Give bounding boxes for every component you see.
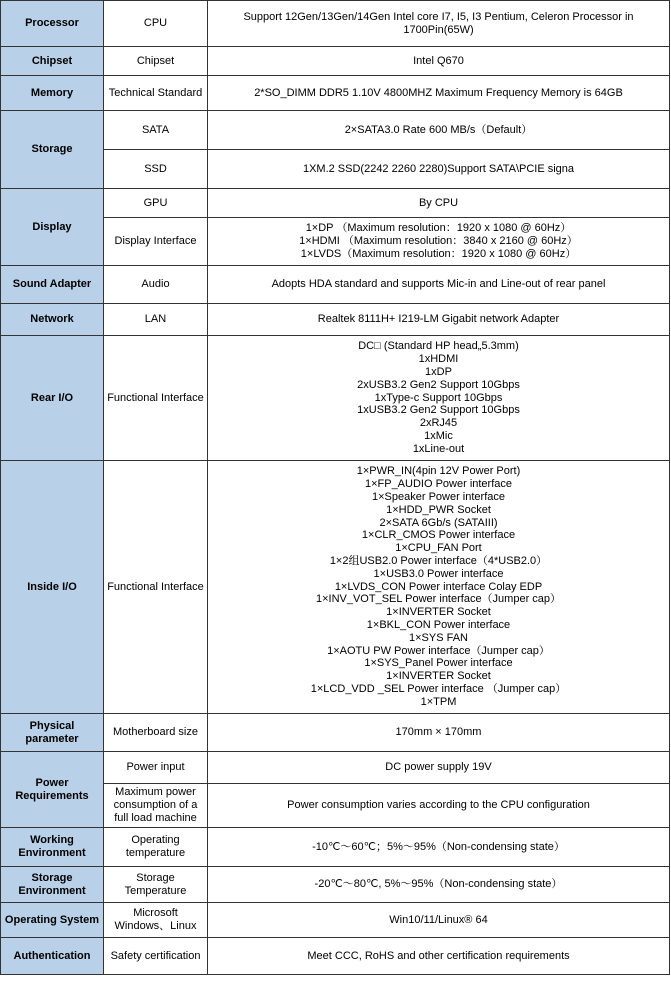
spec-row-display-1 [1, 189, 670, 218]
spec-value-line: 1×HDMI （Maximum resolution：3840 x 2160 @ 60Hz） [299, 235, 578, 248]
spec-label: SSD [104, 150, 208, 189]
spec-value-line: -10℃～60℃；5%～95%（Non-condensing state） [312, 840, 565, 853]
spec-value-line: 1×LVDS_CON Power interface Colay EDP [334, 580, 543, 593]
spec-value-line: By CPU [418, 196, 459, 209]
spec-row-rear-io [1, 336, 670, 461]
spec-label: Display Interface [104, 218, 208, 266]
spec-value-line: -20℃～80℃, 5%～95%（Non-condensing state） [314, 878, 563, 891]
spec-value-line: 1×LVDS（Maximum resolution：1920 x 1080 @ 60Hz） [300, 247, 577, 260]
spec-value [208, 304, 670, 336]
spec-row-os [1, 903, 670, 938]
spec-value [208, 218, 670, 266]
spec-value-line: 1×BKL_CON Power interface [366, 618, 511, 631]
spec-value-line: 1×Speaker Power interface [372, 491, 505, 504]
spec-label: SATA [104, 111, 208, 150]
spec-row-sound [1, 266, 670, 304]
spec-value-line: 1×AOTU PW Power interface（Jumper cap） [327, 644, 550, 657]
category-power: Power Requirements [1, 752, 104, 828]
spec-value-line: 1×USB3.0 Power interface [373, 567, 504, 580]
spec-value-line: Power consumption varies according to the CPU configuration [287, 799, 590, 812]
spec-table-body [1, 1, 670, 975]
spec-row-inside-io [1, 461, 670, 714]
spec-value [208, 189, 670, 218]
spec-value [208, 867, 670, 903]
spec-row-processor [1, 1, 670, 47]
spec-value [208, 752, 670, 784]
spec-value-line: 2xRJ45 [419, 417, 458, 430]
spec-label: GPU [104, 189, 208, 218]
spec-label: Safety certification [104, 938, 208, 975]
spec-value [208, 336, 670, 461]
spec-label: Functional Interface [104, 336, 208, 461]
spec-value [208, 784, 670, 828]
spec-label: Power input [104, 752, 208, 784]
spec-value-line: 2×SATA3.0 Rate 600 MB/s（Default） [344, 123, 533, 136]
category-os: Operating System [1, 903, 104, 938]
category-display: Display [1, 189, 104, 266]
category-working-env: Working Environment [1, 828, 104, 867]
spec-label: Operating temperature [104, 828, 208, 867]
spec-row-working-env [1, 828, 670, 867]
spec-value-line: 2*SO_DIMM DDR5 1.10V 4800MHZ Maximum Frequency Memory is 64GB [254, 86, 623, 99]
category-rear-io: Rear I/O [1, 336, 104, 461]
spec-value-line: Support 12Gen/13Gen/14Gen Intel core I7, I5, I3 Pentium, Celeron Processor in 1700Pin(65W) [243, 10, 634, 36]
category-auth: Authentication [1, 938, 104, 975]
spec-value [208, 938, 670, 975]
spec-value-line: 170mm × 170mm [395, 726, 482, 739]
spec-value-line: 1×SYS_Panel Power interface [364, 657, 513, 670]
spec-value-line: 1×INVERTER Socket [386, 606, 491, 619]
spec-label: Audio [104, 266, 208, 304]
spec-value-line: Realtek 8111H+ I219-LM Gigabit network Adapter [317, 313, 560, 326]
spec-row-memory [1, 76, 670, 111]
category-physical: Physical parameter [1, 714, 104, 752]
spec-value-line: 1×PWR_IN(4pin 12V Power Port) [356, 465, 521, 478]
category-storage: Storage [1, 111, 104, 189]
category-network: Network [1, 304, 104, 336]
spec-value-line: 1×CPU_FAN Port [395, 542, 482, 555]
spec-label: Motherboard size [104, 714, 208, 752]
spec-value-line: 1×LCD_VDD _SEL Power interface （Jumper cap） [310, 682, 567, 695]
spec-value [208, 76, 670, 111]
spec-label: Functional Interface [104, 461, 208, 714]
category-storage-env: Storage Environment [1, 867, 104, 903]
category-sound: Sound Adapter [1, 266, 104, 304]
spec-value-line: 1×INV_VOT_SEL Power interface（Jumper cap） [315, 593, 562, 606]
spec-row-auth [1, 938, 670, 975]
spec-value-line: 1xLine-out [412, 442, 465, 455]
spec-value-line: 1xDP [425, 366, 452, 378]
spec-value-line: Meet CCC, RoHS and other certification requirements [307, 949, 570, 962]
spec-label: Chipset [104, 47, 208, 76]
spec-value-line: 1×CLR_CMOS Power interface [361, 529, 516, 542]
category-processor: Processor [1, 1, 104, 47]
spec-value-line: 1xUSB3.2 Gen2 Support 10Gbps [357, 404, 520, 417]
spec-value-line: 1xMic [424, 429, 453, 442]
spec-value-line: DC power supply 19V [385, 761, 492, 774]
spec-row-storage-env [1, 867, 670, 903]
category-chipset: Chipset [1, 47, 104, 76]
spec-value [208, 266, 670, 304]
spec-value-line: 2×SATA 6Gb/s (SATAIII) [379, 516, 498, 529]
spec-value-line: 1×INVERTER Socket [386, 670, 491, 683]
spec-value-line: 1xType-c Support 10Gbps [374, 391, 503, 404]
spec-value-line: 1×DP （Maximum resolution：1920 x 1080 @ 60Hz） [305, 222, 572, 235]
spec-value-line: 1XM.2 SSD(2242 2260 2280)Support SATA\PCIE signa [302, 162, 575, 175]
spec-value-line: DC□ (Standard HP head„5.3mm) [358, 340, 519, 353]
spec-value-line: 1×FP_AUDIO Power interface [364, 478, 513, 491]
spec-label: LAN [104, 304, 208, 336]
spec-label: CPU [104, 1, 208, 47]
spec-value [208, 461, 670, 714]
spec-label: Storage Temperature [104, 867, 208, 903]
spec-row-storage-1 [1, 111, 670, 150]
spec-label: Technical Standard [104, 76, 208, 111]
spec-row-power-1 [1, 752, 670, 784]
spec-value-line: 1×HDD_PWR Socket [386, 503, 491, 516]
spec-label: Maximum power consumption of a full load machine [104, 784, 208, 828]
spec-value [208, 1, 670, 47]
category-memory: Memory [1, 76, 104, 111]
spec-value [208, 47, 670, 76]
spec-value-line: 1×SYS FAN [408, 631, 468, 644]
spec-value [208, 828, 670, 867]
spec-value [208, 111, 670, 150]
spec-value [208, 903, 670, 938]
spec-value-line: Intel Q670 [413, 54, 464, 67]
spec-value-line: Win10/11/Linux® 64 [389, 913, 488, 926]
spec-value-line: 1xHDMI [418, 353, 459, 366]
spec-label: Microsoft Windows、Linux [104, 903, 208, 938]
spec-value-line: 2xUSB3.2 Gen2 Support 10Gbps [357, 378, 520, 391]
category-inside-io: Inside I/O [1, 461, 104, 714]
spec-value-line: 1×2组USB2.0 Power interface（4*USB2.0） [329, 555, 548, 567]
spec-value-line: Adopts HDA standard and supports Mic-in and Line-out of rear panel [271, 278, 606, 291]
spec-row-network [1, 304, 670, 336]
spec-value [208, 150, 670, 189]
spec-value-line: 1×TPM [420, 695, 457, 708]
spec-row-physical [1, 714, 670, 752]
spec-value [208, 714, 670, 752]
spec-row-chipset [1, 47, 670, 76]
